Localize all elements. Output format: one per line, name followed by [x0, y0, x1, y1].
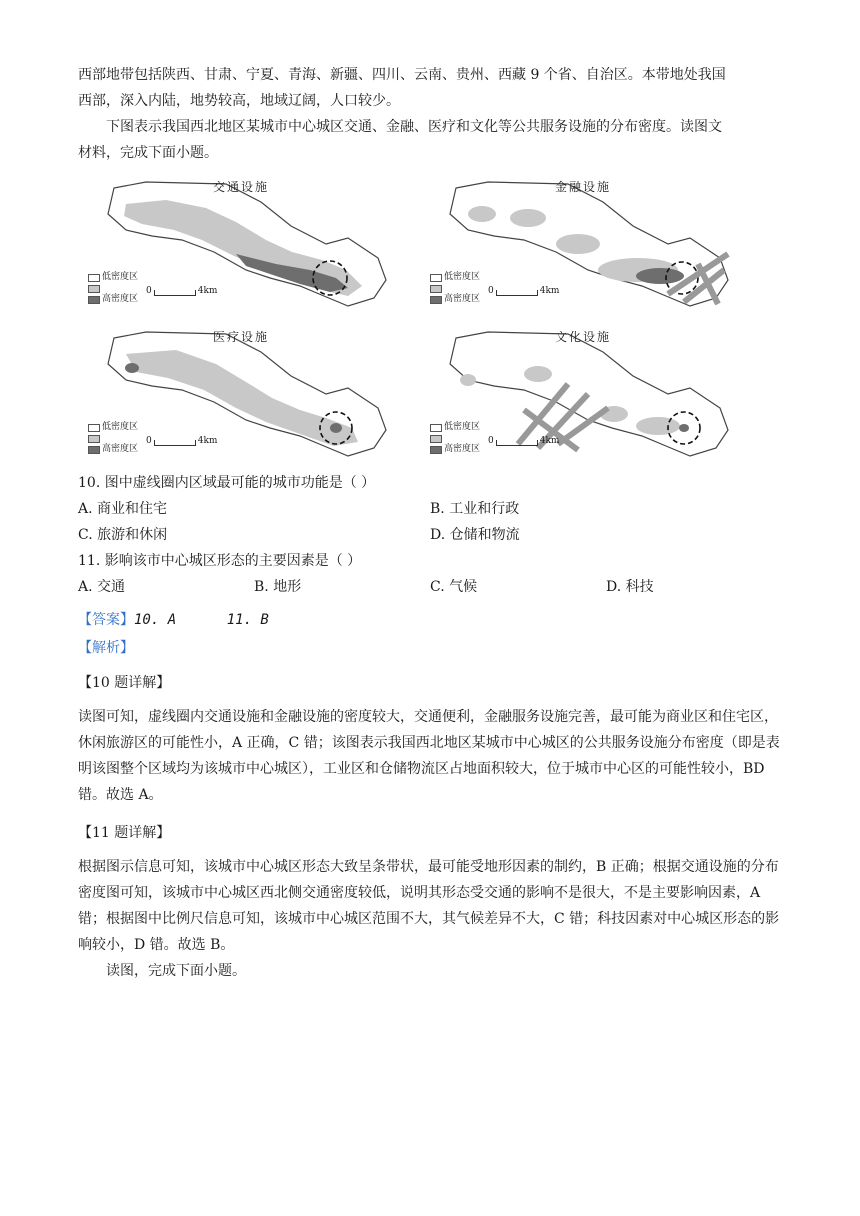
map-medical [86, 324, 396, 464]
detail-10-heading: 【10 题详解】 [78, 675, 171, 691]
detail-11-body: 根据图示信息可知，该城市中心城区形态大致呈条带状，最可能受地形因素的制约，B 正确；根据交通设施的分布密度图可知，该城市中心城区西北侧交通密度较低，说明其形态受交通的影响不是很大，不是主要影响因素，A 错；根据图中比例尺信息可知，该城市中心城区范围不大，其气候差异不大，C 错；科技因素对中心城区形态的影响较小，D 错。故选 B。 [78, 859, 780, 953]
intro-line-2: 西部，深入内陆，地势较高，地域辽阔，人口较少。 [78, 93, 400, 109]
answer-label: 【答案】 [78, 612, 134, 628]
scale-zero: 0 [146, 436, 152, 446]
closing-line: 读图，完成下面小题。 [106, 963, 246, 979]
legend-low-label: 低密度区 [102, 272, 139, 282]
scale-zero: 0 [146, 286, 152, 296]
question-11-option-c: C. 气候 [430, 579, 478, 595]
question-11-option-d: D. 科技 [606, 579, 654, 595]
question-10-options-row-1 [78, 496, 784, 522]
legend-low-label: 低密度区 [102, 422, 139, 432]
map-medical-legend [88, 422, 138, 455]
map-transport [86, 174, 396, 314]
scale-km: 4km [197, 286, 218, 296]
map-finance-legend [430, 272, 480, 305]
detail-11-heading: 【11 题详解】 [78, 825, 171, 841]
map-transport-legend [88, 272, 138, 305]
map-culture-scale [488, 436, 559, 446]
question-11-options [78, 574, 784, 600]
legend-high-label: 高密度区 [102, 294, 139, 304]
map-finance [428, 174, 738, 314]
intro-line-4: 材料，完成下面小题。 [78, 145, 218, 161]
question-10-option-d: D. 仓储和物流 [430, 527, 520, 543]
intro-line-1: 西部地带包括陕西、甘肃、宁夏、青海、新疆、四川、云南、贵州、西藏 9 个省、自治区。本带地处我国 [78, 67, 726, 83]
question-10-options-row-2 [78, 522, 784, 548]
map-transport-title: 交通设施 [212, 180, 269, 194]
legend-high-label: 高密度区 [444, 444, 481, 454]
map-medical-title: 医疗设施 [212, 330, 269, 344]
question-10-option-a: A. 商业和住宅 [78, 501, 168, 517]
scale-zero: 0 [488, 436, 494, 446]
question-10-option-c: C. 旅游和休闲 [78, 527, 168, 543]
map-finance-title: 金融设施 [554, 180, 611, 194]
legend-low-label: 低密度区 [444, 422, 481, 432]
answer-line [78, 606, 784, 634]
question-11-option-b: B. 地形 [254, 579, 302, 595]
legend-low-label: 低密度区 [444, 272, 481, 282]
detail-10-body: 读图可知，虚线圈内交通设施和金融设施的密度较大，交通便利，金融服务设施完善，最可能为商业区和住宅区，休闲旅游区的可能性小，A 正确，C 错；该图表示我国西北地区某城市中心城区的公共服务设施分布密度（即是表明该图整个区域均为该城市中心城区），工业区和仓储物流区占地面积较大，位于城市中心区的可能性较小，BD 错。故选 A。 [78, 709, 780, 803]
density-maps-figure [78, 174, 784, 466]
map-finance-scale [488, 286, 559, 296]
document-page [78, 62, 784, 984]
scale-km: 4km [539, 436, 560, 446]
map-culture-title: 文化设施 [554, 330, 611, 344]
scale-zero: 0 [488, 286, 494, 296]
intro-line-3: 下图表示我国西北地区某城市中心城区交通、金融、医疗和文化等公共服务设施的分布密度。读图文 [106, 119, 722, 135]
map-culture [428, 324, 738, 464]
scale-km: 4km [539, 286, 560, 296]
question-11-option-a: A. 交通 [78, 579, 126, 595]
legend-high-label: 高密度区 [444, 294, 481, 304]
analysis-label: 【解析】 [78, 640, 134, 656]
map-medical-scale [146, 436, 217, 446]
scale-km: 4km [197, 436, 218, 446]
question-11-stem: 11. 影响该市中心城区形态的主要因素是（ ） [78, 553, 362, 569]
map-culture-legend [430, 422, 480, 455]
question-10-stem: 10. 图中虚线圈内区域最可能的城市功能是（ ） [78, 475, 376, 491]
map-transport-scale [146, 286, 217, 296]
legend-high-label: 高密度区 [102, 444, 139, 454]
answer-text: 10. A 11. B [134, 612, 269, 628]
question-10-option-b: B. 工业和行政 [430, 501, 520, 517]
